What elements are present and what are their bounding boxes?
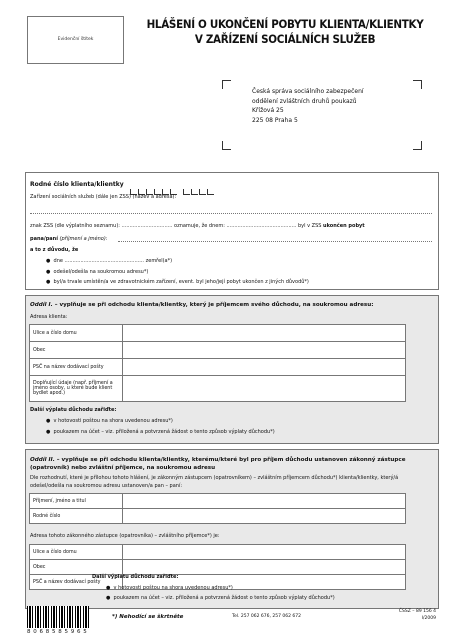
section-1-heading: Oddíl I. – vyplňuje se při odchodu klienta/klientky, který je příjemcem svého důchodu, na soukromou adresu: xyxy=(30,302,374,308)
rep-postcode-label: PSČ a název dodávací pošty xyxy=(30,575,123,590)
street-field[interactable] xyxy=(123,325,406,342)
postcode-field[interactable] xyxy=(123,359,406,376)
rc-field-2[interactable] xyxy=(123,509,406,524)
name-field[interactable] xyxy=(123,494,406,509)
page-title xyxy=(130,17,440,47)
postcode-label: PSČ na název dodávací pošty xyxy=(30,359,123,376)
znak-line: znak ZSS (dle výplatního seznamu): ................................ oznamuje, že dnem: ............................................ byl v ZSS ukončen pobyt xyxy=(30,223,365,229)
payment-label-2: Další výplatu důchodu zařiďte: xyxy=(92,574,179,580)
payment-label: Další výplatu důchodu zařiďte: xyxy=(30,407,117,413)
extra-label: Doplňující údaje (např. příjmení a jméno osoby, u které bude klient bydlet apod.) xyxy=(30,376,123,402)
form-version: I/2009 xyxy=(421,616,436,621)
section-1 xyxy=(25,295,439,444)
form-code: ČSSZ – 89 156 4 xyxy=(398,609,436,614)
payment-option[interactable]: ● poukazem na účet – viz. přiložená a potvrzená žádost o tento způsob výplaty důchodu*) xyxy=(46,429,275,435)
recipient-address xyxy=(252,87,364,125)
address-line: 225 08 Praha 5 xyxy=(252,116,298,124)
client-address-label: Adresa klienta: xyxy=(30,314,68,320)
reason-item[interactable]: ● byl/a trvale umístěn/a ve zdravotnickém zařízení, event. byl jeho/její pobyt ukončen z jiných důvodů*) xyxy=(46,279,309,285)
pan-field[interactable] xyxy=(118,233,432,242)
rep-street-field[interactable] xyxy=(123,545,406,560)
payment-option-2[interactable]: ● poukazem na účet – viz. přiložená a potvrzená žádost o tento způsob výplaty důchodu*) xyxy=(106,595,335,601)
rc-label: Rodné číslo klienta/klientky xyxy=(30,181,124,188)
title-line-2: V ZAŘÍZENÍ SOCIÁLNÍCH SLUŽEB xyxy=(194,32,376,46)
evidence-label-text: Evidenční štítek xyxy=(57,37,94,42)
section-2-text: Dle rozhodnutí, které je přílohou tohoto hlášení, je zákonným zástupcem (opatrovníkem) – zvláštním příjemcem důchodu*) klienta/klientky, který/á odešel/odešla na soukromou adresu ustanoven/a pan – paní: xyxy=(30,475,399,489)
extra-field[interactable] xyxy=(123,376,406,402)
rep-street-label: Ulice a číslo domu xyxy=(30,545,123,560)
barcode xyxy=(27,606,89,628)
reason-label: a to z důvodu, že xyxy=(30,247,79,253)
pan-line: pana/paní (příjmení a jméno): xyxy=(30,236,108,242)
street-label: Ulice a číslo domu xyxy=(30,325,123,342)
payment-option-2[interactable]: ● v hotovosti poštou na shora uvedenou adresu*) xyxy=(106,585,233,591)
section-2-heading: Oddíl II. – vyplňuje se při odchodu klienta/klientky, kterému/které byl pro příjem důchodu ustanoven zákonný zástupce (opatrovník) nebo zvláštní příjemce, na soukromou adresu xyxy=(30,457,406,471)
city-label: Obec xyxy=(30,342,123,359)
payment-option[interactable]: ● v hotovosti poštou na shora uvedenou adresu*) xyxy=(46,418,173,424)
reason-item[interactable]: ● dne .................................................. zemřel(a*) xyxy=(46,258,173,264)
reason-item[interactable]: ● odešel/odešla na soukromou adresu*) xyxy=(46,269,149,275)
barcode-number: 8 0 6 8 5 8 5 9 6 5 xyxy=(27,629,88,635)
footnote: *) Nehodící se škrtněte xyxy=(112,614,184,620)
zss-field[interactable] xyxy=(30,203,432,214)
address-line: oddělení zvláštních druhů poukazů xyxy=(252,97,357,105)
city-field[interactable] xyxy=(123,342,406,359)
rep-city-field[interactable] xyxy=(123,560,406,575)
phone: Tel. 257 062 676, 257 062 672 xyxy=(232,614,301,619)
name-label: Příjmení, jméno a titul xyxy=(30,494,123,509)
address-line: Česká správa sociálního zabezpečení xyxy=(252,88,364,95)
client-info-section xyxy=(25,172,439,290)
address-line: Křížová 25 xyxy=(252,107,284,114)
title-line-1: HLÁŠENÍ O UKONČENÍ POBYTU KLIENTA/KLIENTKY xyxy=(146,17,424,31)
rep-address-label: Adresa tohoto zákonného zástupce (opatrovníka) – zvláštního příjemce*) je: xyxy=(30,533,220,539)
rep-city-label: Obec xyxy=(30,560,123,575)
zss-label: Zařízení sociálních služeb (dále jen ZSS) (název a adresa): xyxy=(30,194,177,200)
evidence-label-box xyxy=(27,16,124,64)
rc-label-2: Rodné číslo xyxy=(30,509,123,524)
